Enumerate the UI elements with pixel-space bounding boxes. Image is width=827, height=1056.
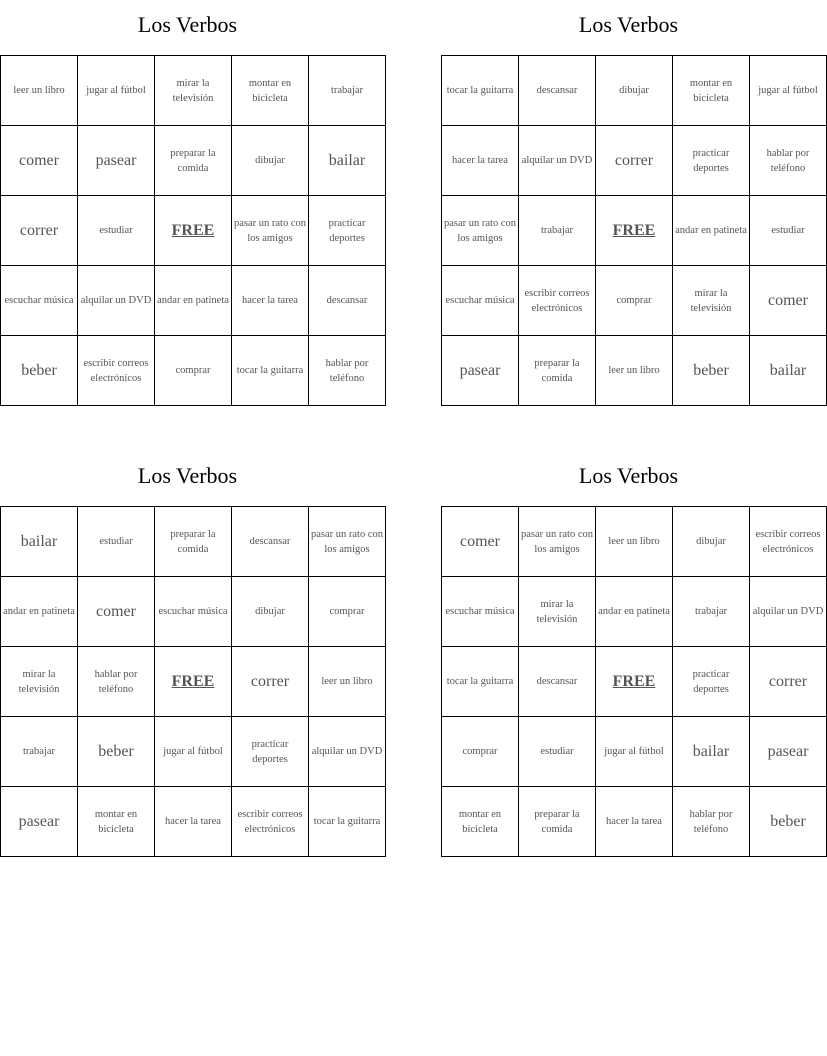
verb-cell: hablar por teléfono: [78, 647, 155, 717]
verb-cell: jugar al fútbol: [155, 717, 232, 787]
verb-cell: bailar: [673, 717, 750, 787]
verb-cell: alquilar un DVD: [78, 266, 155, 336]
verb-cell: tocar la guitarra: [442, 647, 519, 717]
verb-cell: trabajar: [673, 577, 750, 647]
verb-cell: descansar: [519, 647, 596, 717]
bingo-card: [0, 451, 383, 857]
free-space-cell: FREE: [596, 647, 673, 717]
verb-cell: preparar la comida: [155, 126, 232, 196]
verb-cell: dibujar: [232, 577, 309, 647]
grid-row: [1, 126, 386, 196]
verb-cell: pasear: [78, 126, 155, 196]
verb-cell: mirar la televisión: [155, 56, 232, 126]
verb-cell: andar en patineta: [673, 196, 750, 266]
verb-cell: jugar al fútbol: [750, 56, 827, 126]
verb-cell: descansar: [519, 56, 596, 126]
verb-cell: montar en bicicleta: [232, 56, 309, 126]
verb-cell: estudiar: [519, 717, 596, 787]
verb-cell: trabajar: [1, 717, 78, 787]
verb-cell: comprar: [442, 717, 519, 787]
verb-cell: hablar por teléfono: [309, 336, 386, 406]
bingo-grid: [0, 55, 386, 406]
grid-row: [442, 787, 827, 857]
verb-cell: montar en bicicleta: [673, 56, 750, 126]
verb-cell: leer un libro: [1, 56, 78, 126]
verb-cell: pasear: [442, 336, 519, 406]
verb-cell: pasar un rato con los amigos: [442, 196, 519, 266]
verb-cell: bailar: [309, 126, 386, 196]
verb-cell: practicar deportes: [232, 717, 309, 787]
grid-row: [1, 196, 386, 266]
verb-cell: andar en patineta: [596, 577, 673, 647]
grid-row: [442, 507, 827, 577]
verb-cell: escuchar música: [155, 577, 232, 647]
verb-cell: estudiar: [78, 507, 155, 577]
verb-cell: alquilar un DVD: [519, 126, 596, 196]
verb-cell: dibujar: [673, 507, 750, 577]
bingo-card: [441, 451, 824, 857]
grid-row: [1, 647, 386, 717]
grid-row: [1, 577, 386, 647]
verb-cell: hacer la tarea: [442, 126, 519, 196]
verb-cell: bailar: [1, 507, 78, 577]
verb-cell: leer un libro: [596, 336, 673, 406]
verb-cell: andar en patineta: [155, 266, 232, 336]
grid-row: [442, 577, 827, 647]
verb-cell: escribir correos electrónicos: [232, 787, 309, 857]
verb-cell: preparar la comida: [155, 507, 232, 577]
free-space-cell: FREE: [155, 647, 232, 717]
verb-cell: hacer la tarea: [232, 266, 309, 336]
verb-cell: correr: [232, 647, 309, 717]
bingo-grid: [441, 55, 827, 406]
verb-cell: beber: [750, 787, 827, 857]
verb-cell: estudiar: [78, 196, 155, 266]
verb-cell: trabajar: [519, 196, 596, 266]
grid-row: [442, 717, 827, 787]
verb-cell: bailar: [750, 336, 827, 406]
verb-cell: practicar deportes: [309, 196, 386, 266]
verb-cell: descansar: [309, 266, 386, 336]
grid-row: [1, 266, 386, 336]
verb-cell: correr: [1, 196, 78, 266]
grid-row: [442, 266, 827, 336]
grid-row: [1, 56, 386, 126]
grid-row: [442, 647, 827, 717]
verb-cell: mirar la televisión: [673, 266, 750, 336]
bingo-card: [441, 0, 816, 406]
verb-cell: correr: [750, 647, 827, 717]
verb-cell: tocar la guitarra: [232, 336, 309, 406]
verb-cell: comprar: [309, 577, 386, 647]
verb-cell: escuchar música: [442, 266, 519, 336]
verb-cell: jugar al fútbol: [596, 717, 673, 787]
verb-cell: hacer la tarea: [155, 787, 232, 857]
free-space-cell: FREE: [596, 196, 673, 266]
verb-cell: montar en bicicleta: [442, 787, 519, 857]
verb-cell: hacer la tarea: [596, 787, 673, 857]
grid-row: [1, 336, 386, 406]
verb-cell: preparar la comida: [519, 787, 596, 857]
bingo-card: [0, 0, 375, 406]
verb-cell: comer: [442, 507, 519, 577]
verb-cell: escribir correos electrónicos: [519, 266, 596, 336]
grid-row: [442, 56, 827, 126]
bingo-grid: [0, 506, 386, 857]
grid-row: [442, 126, 827, 196]
verb-cell: descansar: [232, 507, 309, 577]
verb-cell: comer: [78, 577, 155, 647]
free-space-cell: FREE: [155, 196, 232, 266]
verb-cell: practicar deportes: [673, 126, 750, 196]
grid-row: [442, 196, 827, 266]
verb-cell: alquilar un DVD: [309, 717, 386, 787]
verb-cell: pasear: [750, 717, 827, 787]
verb-cell: comprar: [155, 336, 232, 406]
verb-cell: tocar la guitarra: [309, 787, 386, 857]
verb-cell: alquilar un DVD: [750, 577, 827, 647]
verb-cell: escribir correos electrónicos: [750, 507, 827, 577]
verb-cell: escuchar música: [442, 577, 519, 647]
verb-cell: escuchar música: [1, 266, 78, 336]
verb-cell: dibujar: [596, 56, 673, 126]
verb-cell: jugar al fútbol: [78, 56, 155, 126]
verb-cell: beber: [673, 336, 750, 406]
verb-cell: comer: [750, 266, 827, 336]
verb-cell: mirar la televisión: [519, 577, 596, 647]
grid-row: [1, 507, 386, 577]
card-title: Los Verbos: [578, 463, 679, 488]
verb-cell: leer un libro: [596, 507, 673, 577]
verb-cell: comprar: [596, 266, 673, 336]
verb-cell: trabajar: [309, 56, 386, 126]
verb-cell: andar en patineta: [1, 577, 78, 647]
card-title: Los Verbos: [137, 463, 238, 488]
verb-cell: comer: [1, 126, 78, 196]
verb-cell: preparar la comida: [519, 336, 596, 406]
verb-cell: leer un libro: [309, 647, 386, 717]
verb-cell: pasar un rato con los amigos: [519, 507, 596, 577]
verb-cell: montar en bicicleta: [78, 787, 155, 857]
grid-row: [1, 717, 386, 787]
verb-cell: pasear: [1, 787, 78, 857]
verb-cell: tocar la guitarra: [442, 56, 519, 126]
verb-cell: mirar la televisión: [1, 647, 78, 717]
bingo-grid: [441, 506, 827, 857]
verb-cell: hablar por teléfono: [673, 787, 750, 857]
verb-cell: hablar por teléfono: [750, 126, 827, 196]
verb-cell: estudiar: [750, 196, 827, 266]
verb-cell: correr: [596, 126, 673, 196]
verb-cell: beber: [1, 336, 78, 406]
grid-row: [442, 336, 827, 406]
verb-cell: practicar deportes: [673, 647, 750, 717]
verb-cell: pasar un rato con los amigos: [232, 196, 309, 266]
grid-row: [1, 787, 386, 857]
verb-cell: escribir correos electrónicos: [78, 336, 155, 406]
card-title: Los Verbos: [137, 12, 238, 37]
card-title: Los Verbos: [578, 12, 679, 37]
verb-cell: pasar un rato con los amigos: [309, 507, 386, 577]
verb-cell: dibujar: [232, 126, 309, 196]
verb-cell: beber: [78, 717, 155, 787]
